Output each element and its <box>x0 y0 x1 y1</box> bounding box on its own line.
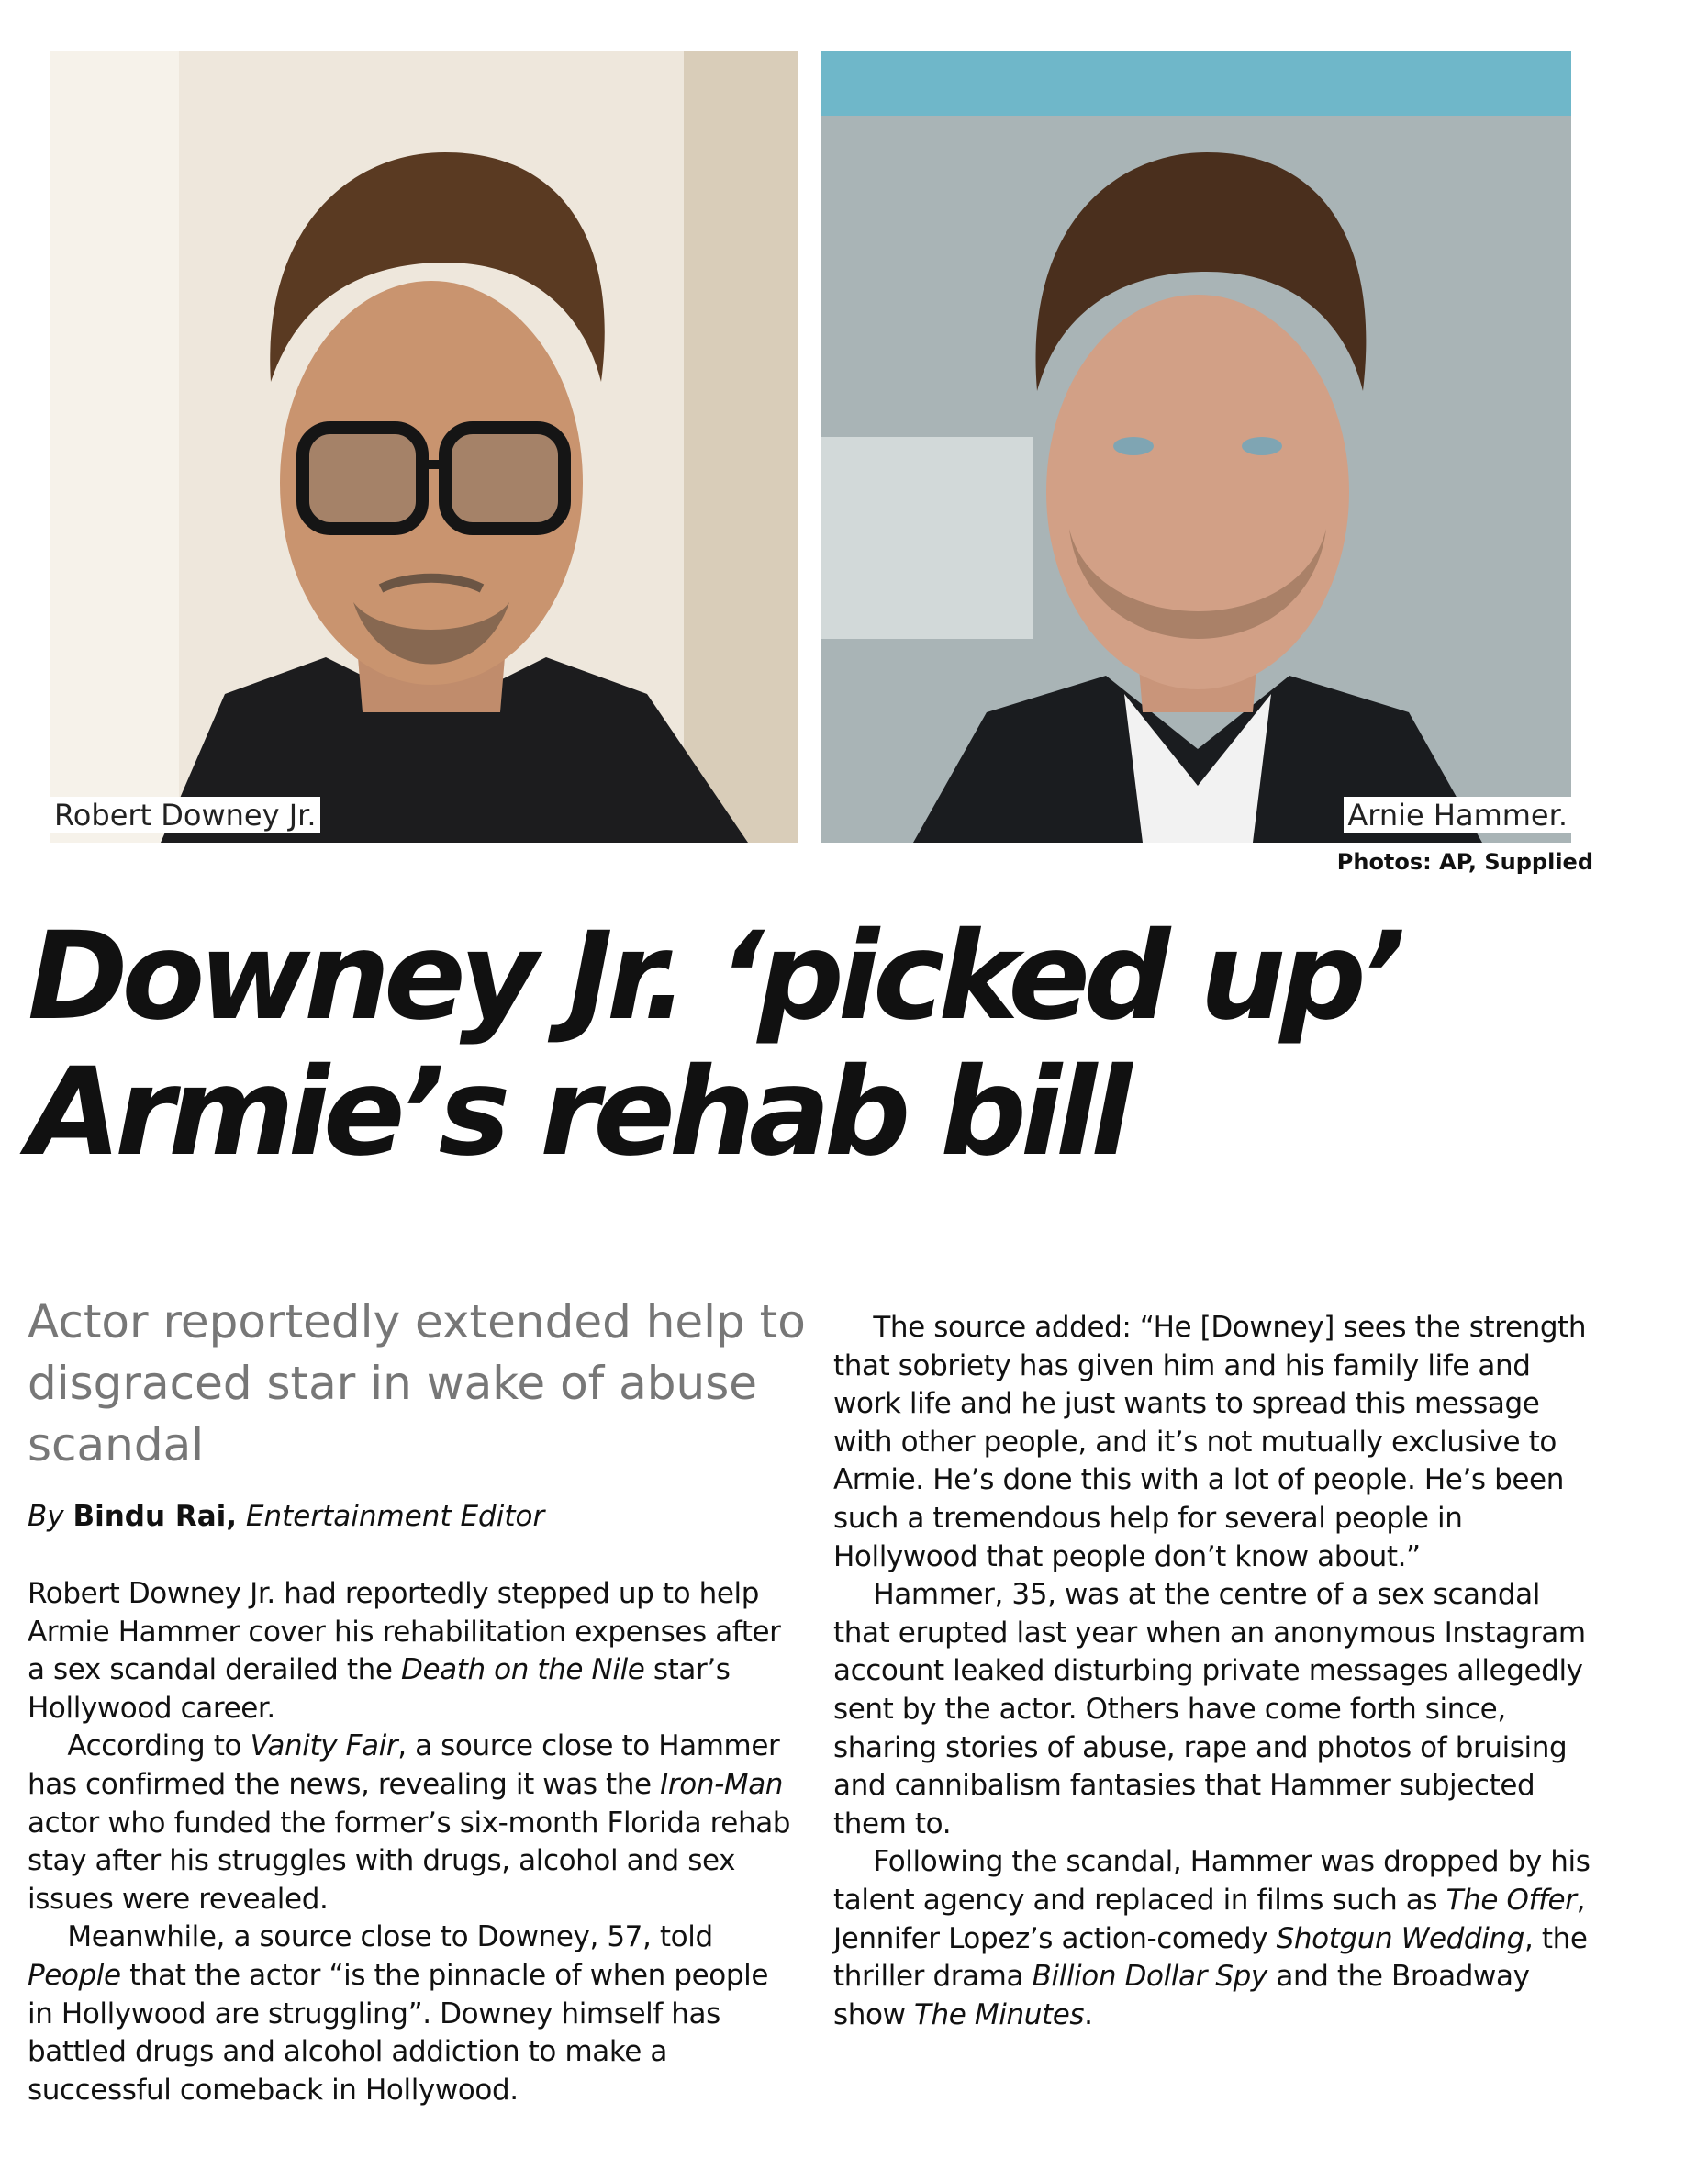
standfirst: Actor reportedly extended help to disgraced star in wake of abuse scandal <box>28 1295 806 1471</box>
article-paragraph-6 <box>833 1843 1595 2034</box>
text-run: that the actor “is the pinnacle of when people in Hollywood are struggling”. Downey himself has battled drugs and alcohol addiction to make a successful comeback in Hollywood. <box>28 1958 769 2107</box>
photo-robert-downey-jr <box>50 51 798 843</box>
text-run: , a source close to Hammer has confirmed the news, revealing it was the <box>28 1729 780 1801</box>
article-column-left <box>28 1575 798 2109</box>
italic-title: Iron-Man <box>660 1767 784 1801</box>
article-paragraph-2 <box>28 1728 798 1918</box>
headline-line-2: Armie’s rehab bill <box>28 1042 1126 1183</box>
article-column-right <box>833 1309 1595 2034</box>
text-run: Following the scandal, Hammer was dropped by his talent agency and replaced in films such as <box>833 1845 1591 1917</box>
italic-title: The Minutes <box>913 1997 1085 2031</box>
text-run: , the thriller drama <box>833 1921 1588 1994</box>
italic-title: The Offer <box>1446 1883 1577 1917</box>
portrait-illustration <box>821 51 1571 843</box>
photo-credit: Photos: AP, Supplied <box>1336 849 1593 875</box>
article-paragraph-5: Hammer, 35, was at the centre of a sex scandal that erupted last year when an anonymous Instagram account leaked disturbing private messages allegedly sent by the actor. Others have come forth since, sharing stories of abuse, rape and photos of bruising and cannibalism fantasies that Hammer subjected them to. <box>833 1578 1586 1840</box>
portrait-illustration <box>50 51 798 843</box>
photo-caption-left: Robert Downey Jr. <box>50 797 320 833</box>
text-run: , Jennifer Lopez’s action-comedy <box>833 1883 1586 1955</box>
text-run: star’s Hollywood career. <box>28 1653 731 1725</box>
italic-title: Death on the Nile <box>400 1653 645 1687</box>
byline-author: Bindu Rai, <box>73 1500 238 1533</box>
photo-caption-right: Arnie Hammer. <box>1344 797 1571 833</box>
italic-title: Billion Dollar Spy <box>1032 1960 1267 1994</box>
byline <box>28 1498 544 1535</box>
byline-by: By <box>28 1500 64 1533</box>
text-run: and the Broadway show <box>833 1960 1530 2031</box>
italic-title: People <box>28 1958 121 1992</box>
text-run: . <box>1084 1997 1093 2031</box>
article-paragraph-1 <box>28 1575 798 1728</box>
text-run: Robert Downey Jr. had reportedly stepped up to help Armie Hammer cover his rehabilitation expenses after a sex scandal derailed the <box>28 1577 781 1687</box>
text-run: actor who funded the former’s six-month Florida rehab stay after his struggles with drugs, alcohol and sex issues were revealed. <box>28 1806 791 1916</box>
byline-role: Entertainment Editor <box>245 1500 545 1533</box>
text-run: According to <box>67 1729 251 1763</box>
photo-armie-hammer <box>821 51 1571 843</box>
italic-title: Shotgun Wedding <box>1276 1921 1524 1955</box>
headline-line-1: Downey Jr. ‘picked up’ <box>28 906 1400 1047</box>
italic-title: Vanity Fair <box>250 1729 398 1763</box>
text-run: Meanwhile, a source close to Downey, 57, told <box>67 1920 713 1954</box>
article-paragraph-4: The source added: “He [Downey] sees the strength that sobriety has given him and his family life and work life and he just wants to spread this message with other people, and it’s not mutually exclusive to Armie. He’s done this with a lot of people. He’s been such a tremendous help for several people in Hollywood that people don’t know about.” <box>833 1311 1587 1573</box>
headline <box>28 906 1680 1183</box>
article-paragraph-3 <box>28 1918 798 2109</box>
